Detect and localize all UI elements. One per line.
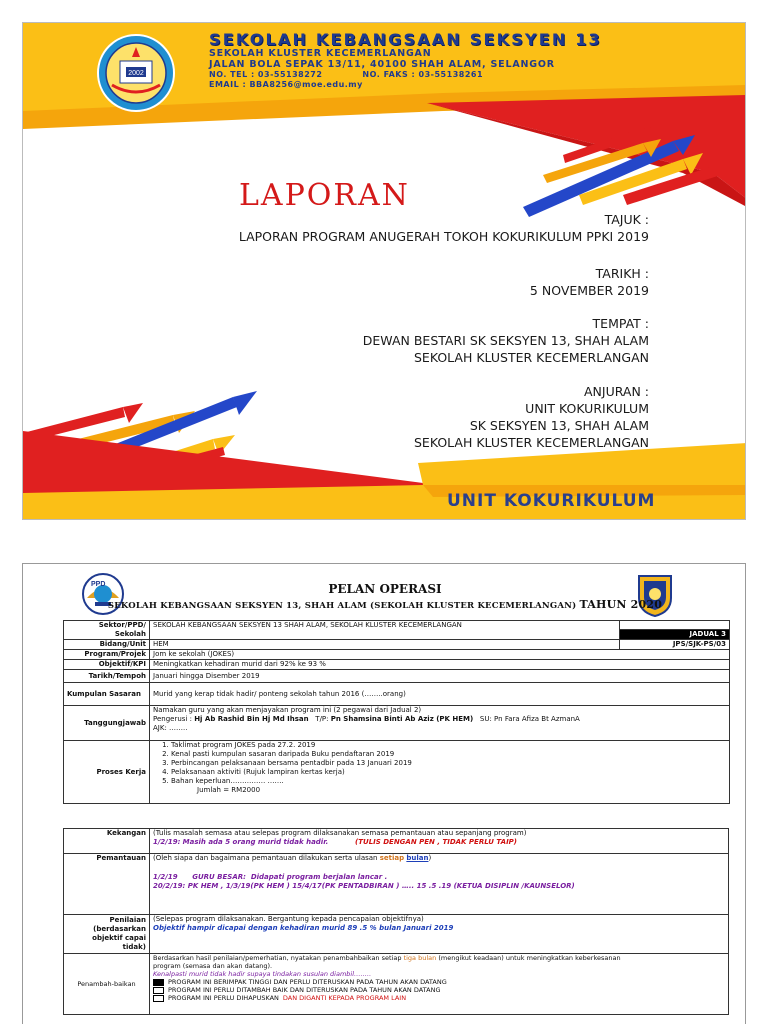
sektor-value: SEKOLAH KEBANGSAAN SEKSYEN 13 SHAH ALAM, SEKOLAH KLUSTER KECEMERLANGAN — [150, 621, 620, 640]
proses-item: 3. Perbincangan pelaksanaan bersama pentadbir pada 13 Januari 2019 — [171, 759, 726, 768]
tempat-block — [363, 315, 649, 366]
pemantauan-value — [150, 854, 729, 915]
school-name: SEKOLAH KEBANGSAAN SEKSYEN 13 — [209, 30, 602, 49]
svg-text:2002: 2002 — [128, 70, 144, 77]
plan-year: TAHUN 2020 — [579, 598, 663, 611]
table-row — [64, 954, 729, 1015]
table-row — [64, 670, 730, 683]
tanggung-line1: Namakan guru yang akan menjayakan program ini (2 pegawai dari Jadual 2) — [153, 706, 422, 714]
table-row — [64, 829, 729, 854]
penambah-line1: Berdasarkan hasil penilaian/pemerhatian, nyatakan penambahbaikan setiap tiga bulan (mengikut keadaan) untuk meningkatkan keberkesanan — [153, 954, 621, 962]
anjuran-line2: SK SEKSYEN 13, SHAH ALAM — [469, 418, 649, 433]
tarikh-block — [530, 265, 649, 299]
penilaian-value — [150, 915, 729, 954]
anjuran-line1: UNIT KOKURIKULUM — [525, 401, 649, 416]
table-row — [64, 741, 730, 804]
proses-item: 2. Kenal pasti kumpulan sasaran daripada Buku pendaftaran 2019 — [171, 750, 726, 759]
plan-table-top — [63, 620, 730, 804]
kekangan-value — [150, 829, 729, 854]
table-row — [64, 621, 730, 630]
plan-table-bottom — [63, 828, 729, 1015]
proses-item: 4. Pelaksanaan aktiviti (Rujuk lampiran kertas kerja) — [171, 768, 726, 777]
bidang-value: HEM — [150, 640, 620, 650]
option-1[interactable]: PROGRAM INI BERIMPAK TINGGI DAN PERLU DITERUSKAN PADA TAHUN AKAN DATANG — [153, 978, 725, 986]
school-crest-logo — [96, 33, 176, 113]
kumpulan-value: Murid yang kerap tidak hadir/ ponteng sekolah tahun 2016 (……..orang) — [150, 683, 730, 706]
program-value: Jom ke sekolah (JOKES) — [150, 650, 730, 660]
penambah-line3: Kenalpasti murid tidak hadir supaya tindakan susulan diambil…….. — [153, 970, 372, 978]
report-cover — [22, 22, 746, 520]
tanggung-label: Tanggungjawab — [64, 706, 150, 741]
cover-footer: UNIT KOKURIKULUM — [447, 491, 656, 511]
proses-jumlah: Jumlah = RM2000 — [197, 786, 261, 794]
school-cluster: SEKOLAH KLUSTER KECEMERLANGAN — [209, 48, 432, 59]
tanggung-line2 — [153, 715, 726, 724]
pemantauan-setiap: setiap — [379, 854, 405, 862]
table-row — [64, 706, 730, 741]
tarikh-label: TARIKH : — [595, 266, 649, 281]
tarikh-tempoh-value: Januari hingga Disember 2019 — [150, 670, 730, 683]
table-row — [64, 683, 730, 706]
kumpulan-label: Kumpulan Sasaran — [64, 683, 150, 706]
table-row — [64, 660, 730, 670]
table-row — [64, 854, 729, 915]
school-tel: NO. TEL : 03-55138272 — [209, 70, 323, 79]
anjuran-block — [414, 383, 649, 451]
penilaian-label: Penilaian (berdasarkan objektif capai tidak) — [64, 915, 150, 954]
kekangan-label: Kekangan — [64, 829, 150, 854]
plan-code: JPS/SJK-PS/03 — [620, 640, 730, 650]
table-row — [64, 640, 730, 650]
proses-list — [153, 741, 726, 786]
proses-item: 5. Bahan keperluan…………… ……. — [171, 777, 726, 786]
pemantauan-line1: (Oleh siapa dan bagaimana pemantauan dilakukan serta ulasan setiap bulan) — [153, 854, 432, 862]
pengerusi-name: Hj Ab Rashid Bin Hj Md Ihsan — [194, 715, 309, 723]
option-3[interactable]: PROGRAM INI PERLU DIHAPUSKAN DAN DIGANTI KEPADA PROGRAM LAIN — [153, 994, 725, 1002]
pengerusi-label: Pengerusi : — [153, 715, 192, 723]
proses-value — [150, 741, 730, 804]
penilaian-line1: (Selepas program dilaksanakan. Bergantung kepada pencapaian objektifnya) — [153, 915, 424, 923]
tempat-line2: SEKOLAH KLUSTER KECEMERLANGAN — [413, 350, 649, 365]
checkbox-empty[interactable] — [153, 995, 164, 1002]
penambah-label: Penambah-baikan — [64, 954, 150, 1015]
kekangan-line2 — [153, 838, 725, 847]
cover-title: LAPORAN — [239, 181, 410, 205]
proses-item: 1. Taklimat program JOKES pada 27.2. 2019 — [171, 741, 726, 750]
school-address: JALAN BOLA SEPAK 13/11, 40100 SHAH ALAM, SELANGOR — [209, 58, 555, 70]
ajk-line: AJK: …….. — [153, 724, 188, 732]
tarikh-value: 5 NOVEMBER 2019 — [529, 283, 649, 298]
tp-label: T/P: — [315, 715, 329, 723]
plan-header — [23, 568, 746, 613]
tarikh-tempoh-label: Tarikh/Tempoh — [64, 670, 150, 683]
plan-subtitle-text: SEKOLAH KEBANGSAAN SEKSYEN 13, SHAH ALAM (SEKOLAH KLUSTER KECEMERLANGAN) — [107, 601, 577, 611]
pemantauan-bulan: bulan — [406, 854, 429, 862]
tp-name: Pn Shamsina Binti Ab Aziz (PK HEM) — [330, 715, 474, 723]
bidang-label: Bidang/Unit — [64, 640, 150, 650]
kekangan-line1: (Tulis masalah semasa atau selepas program dilaksanakan semasa pemantauan atau sepanjang program) — [153, 829, 527, 837]
option-2[interactable]: PROGRAM INI PERLU DITAMBAH BAIK DAN DITERUSKAN PADA TAHUN AKAN DATANG — [153, 986, 725, 994]
penambah-line2: program (semasa dan akan datang). — [153, 962, 273, 970]
pemantauan-entry-2: 20/2/19: PK HEM , 1/3/19(PK HEM ) 15/4/17(PK PENTADBIRAN ) ….. 15 .5 .19 (KETUA DISIPLIN /KAUNSELOR) — [153, 882, 575, 890]
checkbox-checked[interactable] — [153, 979, 164, 986]
tanggung-value — [150, 706, 730, 741]
jadual-badge: JADUAL 3 — [620, 630, 730, 640]
anjuran-label: ANJURAN : — [583, 384, 649, 399]
program-label: Program/Projek — [64, 650, 150, 660]
school-fax: NO. FAKS : 03-55138261 — [362, 70, 484, 79]
tempat-line1: DEWAN BESTARI SK SEKSYEN 13, SHAH ALAM — [362, 333, 649, 348]
plan-subtitle — [23, 598, 746, 613]
kekangan-date: 1/2/19: — [153, 838, 181, 846]
tajuk-value: LAPORAN PROGRAM ANUGERAH TOKOH KOKURIKULUM PPKI 2019 — [238, 229, 649, 244]
kekangan-note: Masih ada 5 orang murid tidak hadir. — [182, 838, 329, 846]
su-name: SU: Pn Fara Afiza Bt AzmanA — [479, 715, 580, 723]
school-header — [209, 31, 679, 90]
objektif-label: Objektif/KPI — [64, 660, 150, 670]
proses-label: Proses Kerja — [64, 741, 150, 804]
penilaian-line2: Objektif hampir dicapai dengan kehadiran murid 89 .5 % bulan Januari 2019 — [153, 924, 454, 932]
anjuran-line3: SEKOLAH KLUSTER KECEMERLANGAN — [413, 435, 649, 450]
pemantauan-entry-1: 1/2/19 GURU BESAR: Didapati program berjalan lancar . — [153, 873, 388, 881]
school-email: EMAIL : BBA8256@moe.edu.my — [209, 80, 363, 89]
tajuk-block — [239, 211, 649, 245]
svg-text:PPD: PPD — [91, 581, 106, 588]
school-contacts — [209, 70, 679, 80]
sektor-label: Sektor/PPD/ Sekolah — [64, 621, 150, 640]
table-row — [64, 650, 730, 660]
tempat-label: TEMPAT : — [592, 316, 649, 331]
pemantauan-label: Pemantauan — [64, 854, 150, 915]
operation-plan-page — [22, 563, 746, 1024]
penambah-value — [150, 954, 729, 1015]
plan-title: PELAN OPERASI — [328, 582, 442, 596]
checkbox-empty[interactable] — [153, 987, 164, 994]
tajuk-label: TAJUK : — [604, 212, 649, 227]
kekangan-instruction: (TULIS DENGAN PEN , TIDAK PERLU TAIP) — [355, 838, 517, 846]
table-row — [64, 915, 729, 954]
objektif-value: Meningkatkan kehadiran murid dari 92% ke 93 % — [150, 660, 730, 670]
